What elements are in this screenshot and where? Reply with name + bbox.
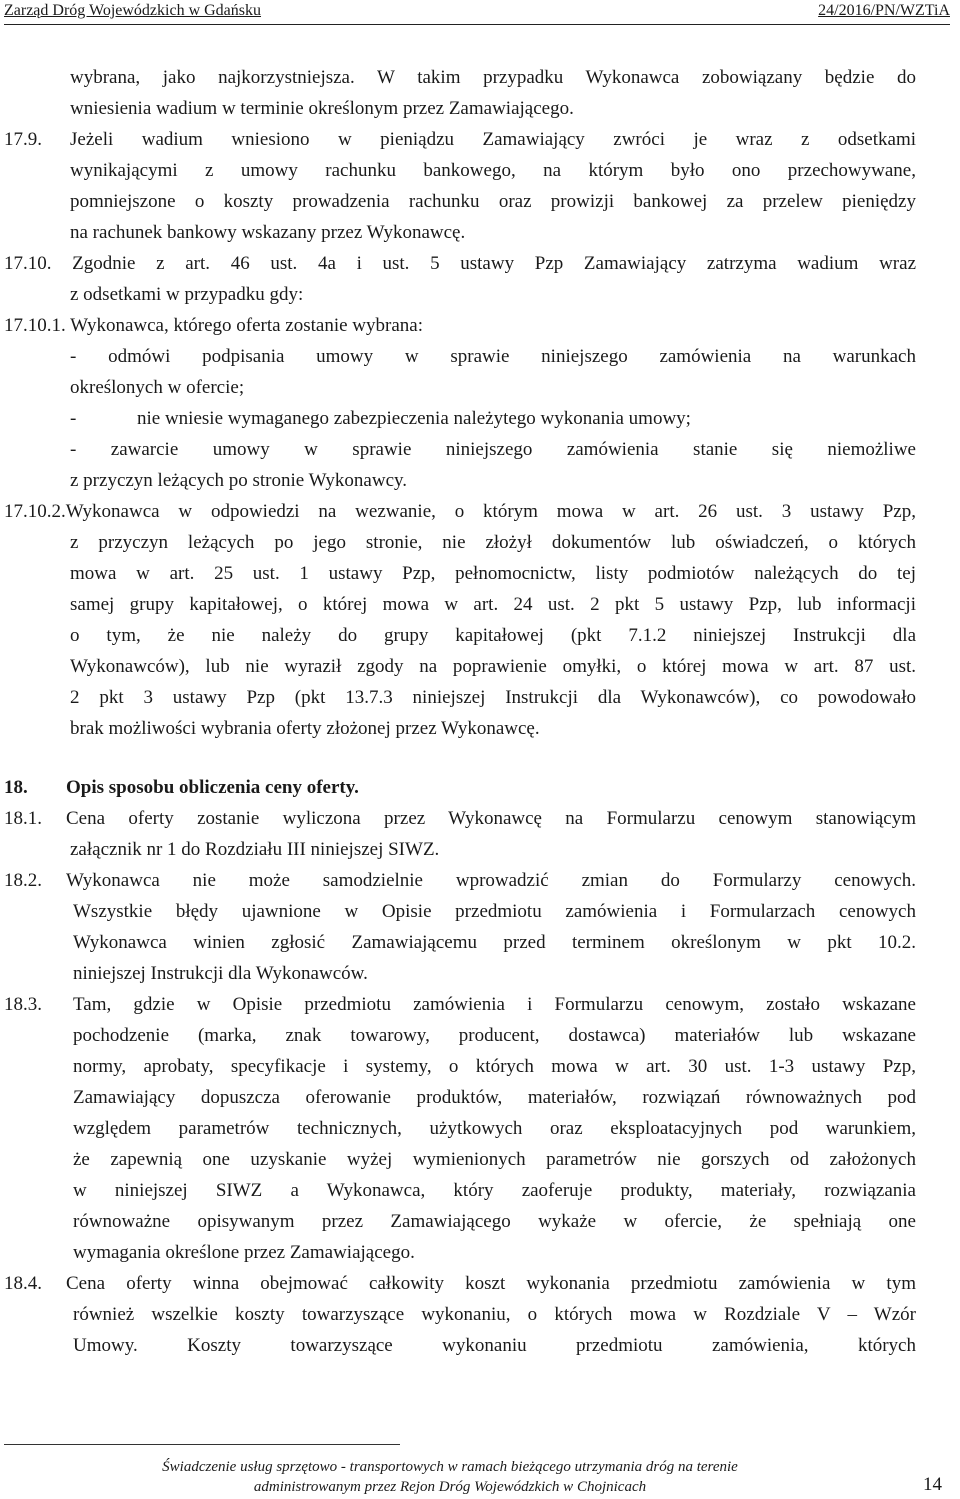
text-line: Wykonawca winien zgłosić Zamawiającemu przed terminem określonym w pkt 10.2. [73, 932, 916, 953]
list-item: - odmówi podpisania umowy w sprawie niniejszego zamówienia na warunkach [70, 346, 916, 367]
text-line: Zamawiający dopuszcza oferowanie produktów, materiałów, rozwiązań równoważnych pod [73, 1087, 916, 1108]
section-heading: Opis sposobu obliczenia ceny oferty. [66, 777, 359, 798]
footer-divider [4, 1444, 400, 1445]
section-number: 18.4. [4, 1273, 42, 1294]
text-line: wymagania określone przez Zamawiającego. [73, 1242, 415, 1263]
text-line: 17.10. Zgodnie z art. 46 ust. 4a i ust. 5 ustawy Pzp Zamawiający zatrzyma wadium wraz [4, 253, 916, 274]
text-line: z przyczyn leżących po jego stronie, nie złożył dokumentów lub oświadczeń, o których [70, 532, 916, 553]
text-line: samej grupy kapitałowej, o której mowa w art. 24 ust. 2 pkt 5 ustawy Pzp, lub informacji [70, 594, 916, 615]
text-line: 2 pkt 3 ustawy Pzp (pkt 13.7.3 niniejszej Instrukcji dla Wykonawców), co powodowało [70, 687, 916, 708]
text-line: 17.10.2.Wykonawca w odpowiedzi na wezwanie, o którym mowa w art. 26 ust. 3 ustawy Pzp, [4, 501, 916, 522]
page-number: 14 [923, 1474, 942, 1495]
text-line: Wykonawca nie może samodzielnie wprowadzić zmian do Formularzy cenowych. [66, 870, 916, 891]
list-item: nie wniesie wymaganego zabezpieczenia należytego wykonania umowy; [137, 408, 691, 429]
list-dash: - [70, 408, 77, 429]
text-line: Tam, gdzie w Opisie przedmiotu zamówienia i Formularzu cenowym, zostało wskazane [73, 994, 916, 1015]
text-line: mowa w art. 25 ust. 1 ustawy Pzp, pełnomocnictw, listy podmiotów należących do tej [70, 563, 916, 584]
text-line: wniesienia wadium w terminie określonym przez Zamawiającego. [70, 98, 574, 119]
text-line: Cena oferty winna obejmować całkowity koszt wykonania przedmiotu zamówienia w tym [66, 1273, 916, 1294]
text-line: wynikającymi z umowy rachunku bankowego, na którym było ono przechowywane, [70, 160, 916, 181]
section-number: 18.3. [4, 994, 42, 1015]
text-line: z odsetkami w przypadku gdy: [70, 284, 304, 305]
text-line: na rachunek bankowy wskazany przez Wykonawcę. [70, 222, 466, 243]
text-line: określonych w ofercie; [70, 377, 245, 398]
text-line: brak możliwości wybrania oferty złożonej przez Wykonawcę. [70, 718, 540, 739]
section-number: 18.2. [4, 870, 42, 891]
text-line: załącznik nr 1 do Rozdziału III niniejszej SIWZ. [70, 839, 440, 860]
text-line: z przyczyn leżących po stronie Wykonawcy. [70, 470, 408, 491]
footer-text: Świadczenie usług sprzętowo - transportowych w ramach bieżącego utrzymania dróg na terenie [162, 1459, 738, 1475]
text-line: niniejszej Instrukcji dla Wykonawców. [73, 963, 368, 984]
page-header [4, 0, 950, 26]
text-line: o tym, że nie należy do grupy kapitałowej (pkt 7.1.2 niniejszej Instrukcji dla [70, 625, 916, 646]
text-line: Jeżeli wadium wniesiono w pieniądzu Zamawiający zwróci je wraz z odsetkami [70, 129, 916, 150]
text-line: wybrana, jako najkorzystniejsza. W takim przypadku Wykonawca zobowiązany będzie do [70, 67, 916, 88]
text-line: w niniejszej SIWZ a Wykonawca, który zaoferuje produkty, materiały, rozwiązania [73, 1180, 916, 1201]
text-line: równoważne opisywanym przez Zamawiającego wykaże w ofercie, że spełniają one [73, 1211, 916, 1232]
list-item: - zawarcie umowy w sprawie niniejszego zamówienia stanie się niemożliwe [70, 439, 916, 460]
header-organization: Zarząd Dróg Wojewódzkich w Gdańsku [4, 2, 262, 19]
text-line: Wykonawców), lub nie wyraził zgody na poprawienie omyłki, o której mowa w art. 87 ust. [70, 656, 916, 677]
text-line: Wszystkie błędy ujawnione w Opisie przedmiotu zamówienia i Formularzach cenowych [73, 901, 916, 922]
text-line: również wszelkie koszty towarzyszące wykonaniu, o których mowa w Rozdziale V – Wzór [73, 1304, 916, 1325]
footer-text: administrowanym przez Rejon Dróg Wojewódzkich w Chojnicach [253, 1479, 647, 1495]
text-line: Cena oferty zostanie wyliczona przez Wykonawcę na Formularzu cenowym stanowiącym [66, 808, 916, 829]
text-line: że zapewnią one uzyskanie wyżej wymienionych parametrów nie gorszych od założonych [73, 1149, 916, 1170]
header-reference-number: 24/2016/PN/WZTiA [818, 2, 950, 19]
text-line: Umowy. Koszty towarzyszące wykonaniu przedmiotu zamówienia, których [73, 1335, 916, 1356]
section-number: 17.9. [4, 129, 42, 150]
text-line: 17.10.1. Wykonawca, którego oferta zostanie wybrana: [4, 315, 424, 336]
header-divider [4, 24, 950, 25]
text-line: pomniejszone o koszty prowadzenia rachunku oraz prowizji bankowej za przelew pieniędzy [70, 191, 916, 212]
text-line: pochodzenie (marka, znak towarowy, producent, dostawca) materiałów lub wskazane [73, 1025, 916, 1046]
section-number: 18. [4, 777, 28, 798]
section-number: 18.1. [4, 808, 42, 829]
text-line: normy, aprobaty, specyfikacje i systemy, o których mowa w art. 30 ust. 1-3 ustawy Pzp, [73, 1056, 916, 1077]
text-line: względem parametrów technicznych, użytkowych oraz eksploatacyjnych pod warunkiem, [73, 1118, 916, 1139]
